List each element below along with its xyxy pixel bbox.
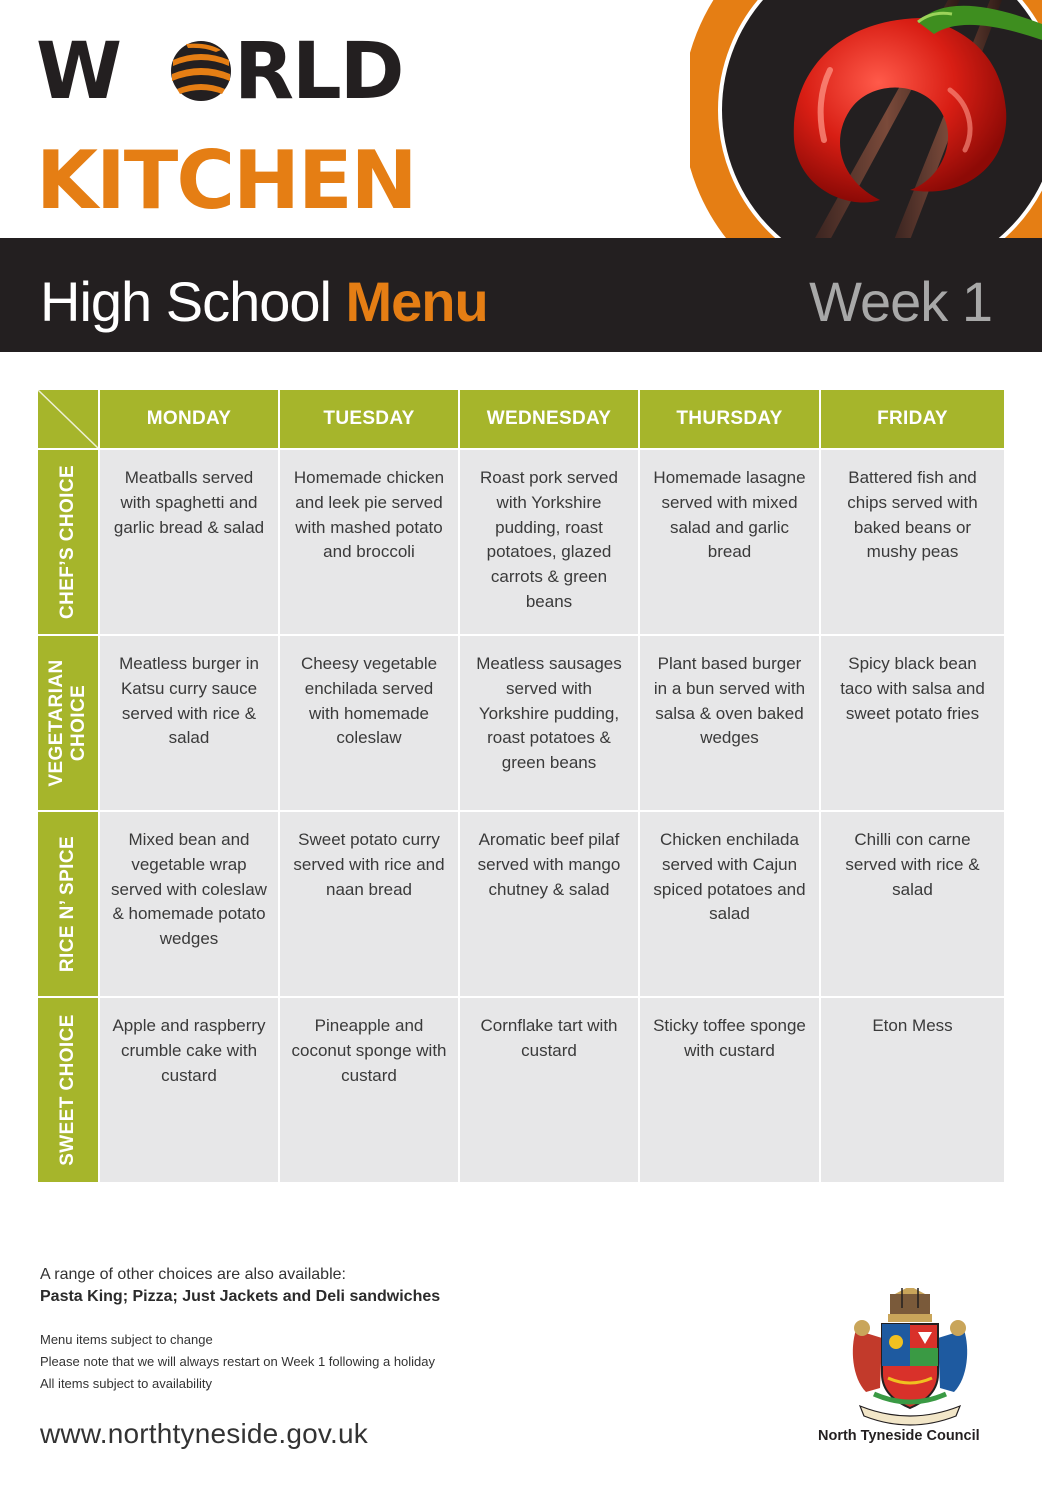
menu-item-text: Sticky toffee sponge with custard [653,1016,806,1060]
row-header-sweet-choice [38,998,100,1182]
menu-cell [460,998,640,1182]
day-header-wednesday: WEDNESDAY [460,390,640,450]
council-name: North Tyneside Council [818,1428,980,1444]
coat-of-arms-icon [840,1288,980,1428]
row-label-line: CHEF’S CHOICE [57,464,78,620]
day-header-tuesday: TUESDAY [280,390,460,450]
row-header-rice-n-spice [38,812,100,998]
menu-cell [100,450,280,636]
website-link[interactable]: www.northtyneside.gov.uk [40,1418,369,1449]
day-header-monday: MONDAY [100,390,280,450]
menu-cell [280,812,460,998]
other-choices-list: Pasta King; Pizza; Just Jackets and Deli sandwiches [40,1288,441,1305]
menu-item-text: Mixed bean and vegetable wrap served with coleslaw & homemade potato wedges [111,830,267,949]
menu-cell [640,998,821,1182]
note-line: Menu items subject to change [40,1332,213,1347]
menu-cell [460,636,640,812]
menu-item-text: Meatballs served with spaghetti and garlic bread & salad [113,468,265,537]
row-label-line: CHOICE [68,684,89,762]
menu-cell [640,812,821,998]
menu-cell [280,636,460,812]
row-label-line: SWEET CHOICE [57,1014,78,1166]
menu-item-text: Meatless sausages served with Yorkshire pudding, roast potatoes & green beans [476,654,622,773]
row-header-chefs-choice [38,450,100,636]
menu-item-text: Pineapple and coconut sponge with custard [291,1016,447,1085]
row-label-line: VEGETARIAN [46,659,67,787]
logo-line1-w: W [36,36,121,117]
row-label-line: RICE N’ SPICE [57,835,78,973]
menu-item-text: Plant based burger in a bun served with salsa & oven baked wedges [653,654,806,748]
menu-item-text: Chicken enchilada served with Cajun spiced potatoes and salad [653,830,806,924]
title-accent: Menu [345,270,488,333]
menu-cell [100,812,280,998]
note-line: All items subject to availability [40,1376,212,1391]
menu-item-text: Sweet potato curry served with rice and naan bread [293,830,445,899]
menu-table [38,390,1004,1182]
menu-item-text: Chilli con carne served with rice & salad [845,830,980,899]
menu-item-text: Cheesy vegetable enchilada served with homemade coleslaw [300,654,438,748]
table-corner [38,390,100,450]
chilli-chopsticks-image [690,0,1042,240]
menu-item-text: Aromatic beef pilaf served with mango chutney & salad [477,830,621,899]
menu-cell [280,450,460,636]
menu-cell [821,812,1004,998]
week-label: Week 1 [809,270,992,333]
menu-cell [821,998,1004,1182]
day-header-friday: FRIDAY [821,390,1004,450]
row-header-vegetarian-choice [38,636,100,812]
menu-cell [460,450,640,636]
other-choices-intro: A range of other choices are also available: [40,1266,346,1283]
world-kitchen-logo [36,36,456,216]
menu-item-text: Roast pork served with Yorkshire pudding, roast potatoes, glazed carrots & green beans [480,468,618,611]
title-prefix: High School [40,270,346,333]
menu-item-text: Cornflake tart with custard [480,1016,618,1060]
menu-cell [821,636,1004,812]
menu-item-text: Battered fish and chips served with baked beans or mushy peas [847,468,978,562]
menu-cell [100,998,280,1182]
menu-cell [640,450,821,636]
globe-icon [171,41,231,101]
menu-item-text: Homemade lasagne served with mixed salad and garlic bread [653,468,806,562]
page-title [40,270,488,334]
day-header-thursday: THURSDAY [640,390,821,450]
logo-line1-rld: RLD [234,36,403,117]
logo-line2: KITCHEN [36,134,416,216]
menu-item-text: Spicy black bean taco with salsa and sweet potato fries [840,654,985,723]
menu-item-text: Apple and raspberry crumble cake with custard [112,1016,266,1085]
menu-cell [821,450,1004,636]
note-line: Please note that we will always restart on Week 1 following a holiday [40,1354,436,1369]
menu-cell [100,636,280,812]
menu-item-text: Meatless burger in Katsu curry sauce served with rice & salad [119,654,259,748]
menu-item-text: Homemade chicken and leek pie served with mashed potato and broccoli [293,468,445,562]
menu-cell [640,636,821,812]
menu-cell [460,812,640,998]
menu-item-text: Eton Mess [872,1016,953,1035]
menu-cell [280,998,460,1182]
